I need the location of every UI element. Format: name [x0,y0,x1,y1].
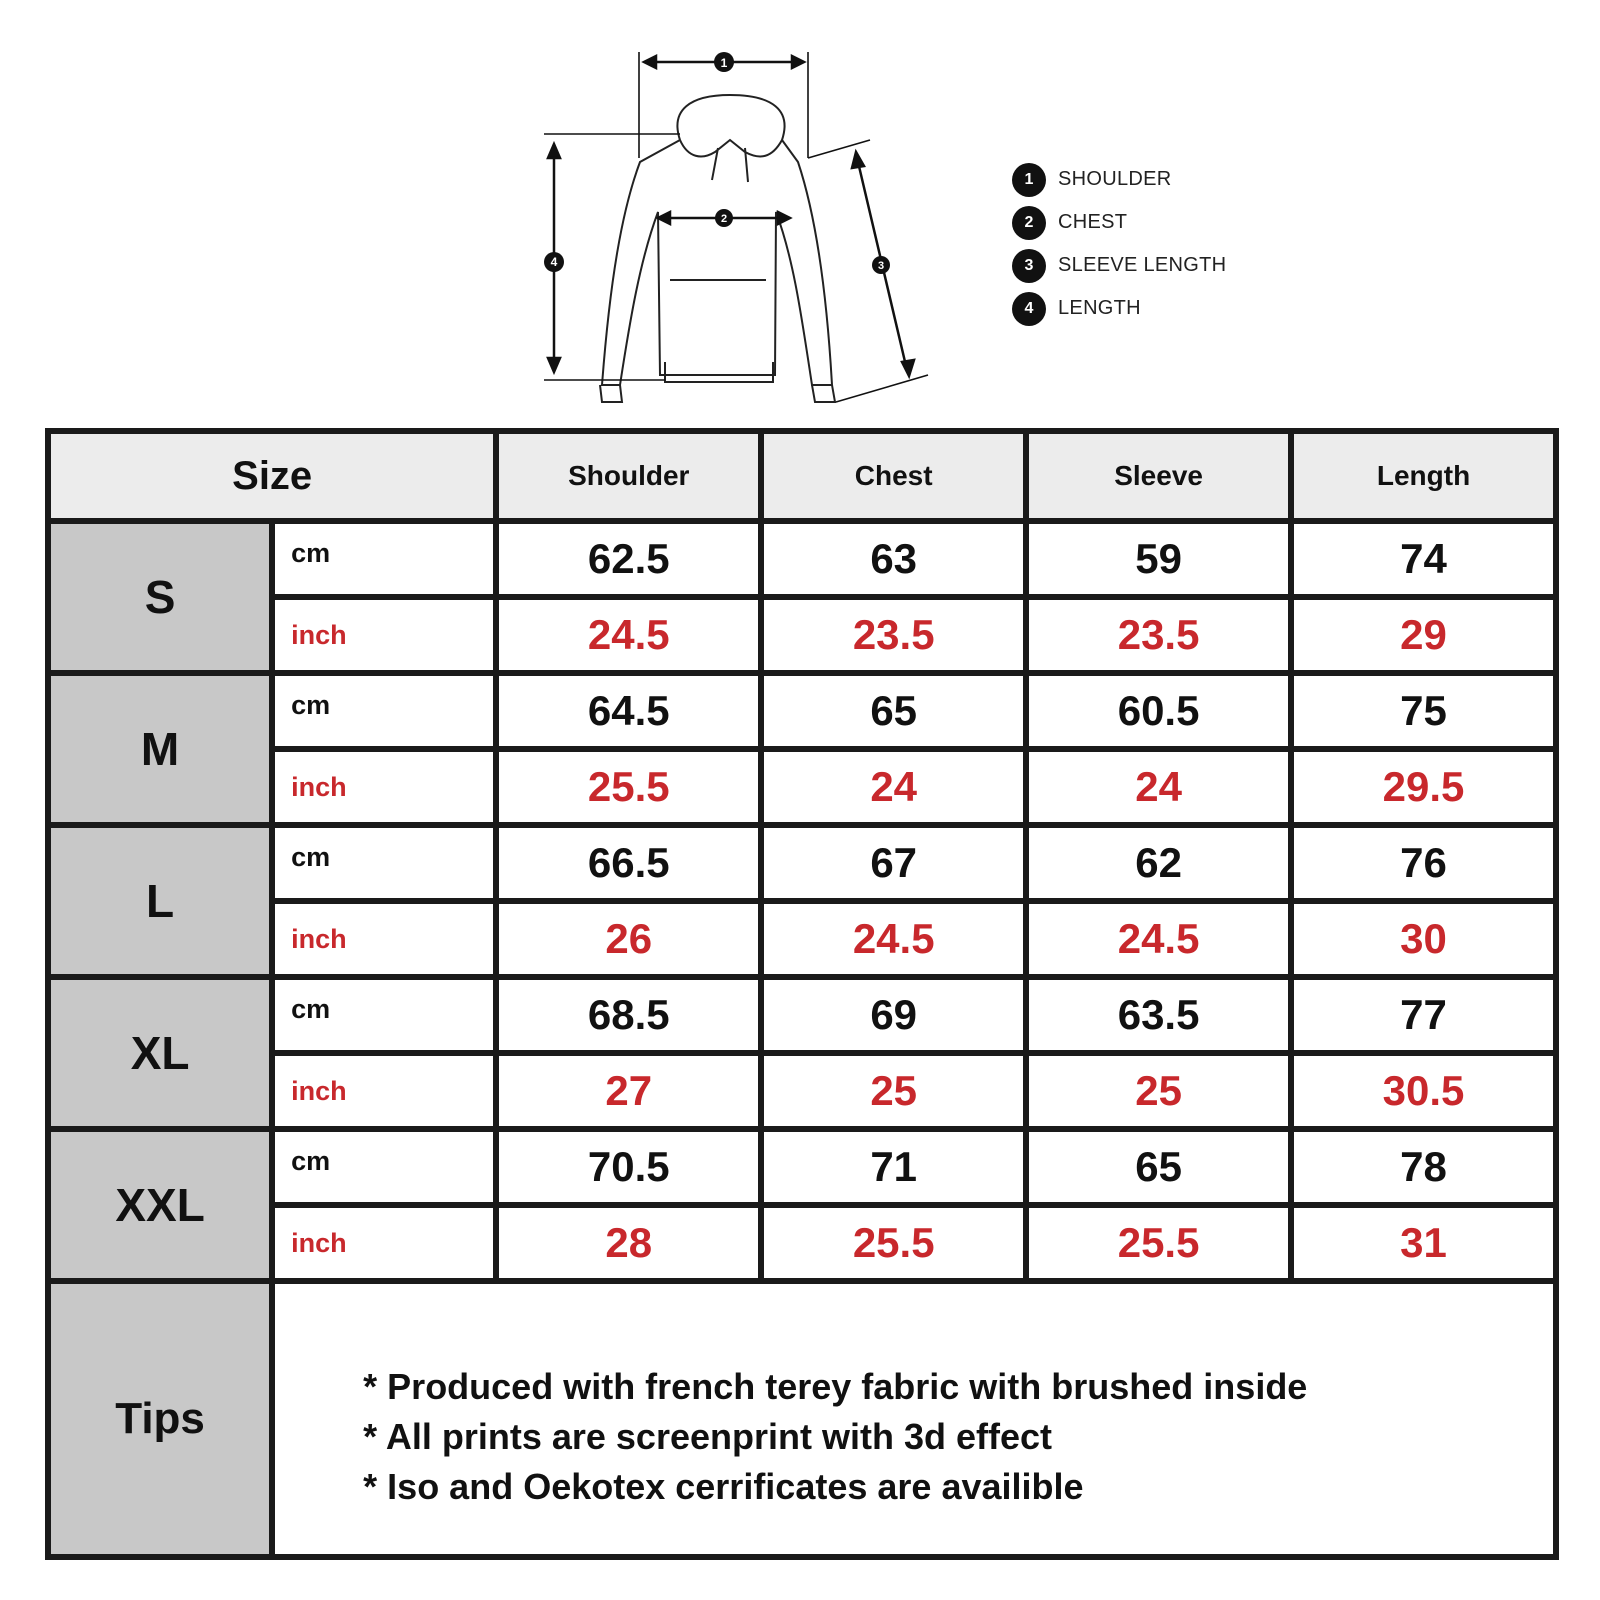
legend-label: SLEEVE LENGTH [1058,254,1227,276]
value-cm: 59 [1026,521,1291,597]
value-cm: 66.5 [496,825,761,901]
value-inch: 23.5 [1026,597,1291,673]
table-row [48,673,1556,749]
value-cm: 65 [761,673,1026,749]
unit-inch: inch [272,901,496,977]
value-cm: 62.5 [496,521,761,597]
legend-item-shoulder [1012,158,1226,201]
measurement-legend [1012,158,1226,330]
value-inch: 25 [761,1053,1026,1129]
value-inch: 24.5 [761,901,1026,977]
legend-item-sleeve-length [1012,244,1226,287]
header-chest: Chest [761,431,1026,521]
value-inch: 24 [761,749,1026,825]
unit-inch: inch [272,749,496,825]
unit-cm: cm [272,977,496,1053]
value-inch: 26 [496,901,761,977]
value-inch: 30 [1291,901,1556,977]
unit-cm: cm [272,521,496,597]
value-inch: 27 [496,1053,761,1129]
value-inch: 24 [1026,749,1291,825]
value-cm: 62 [1026,825,1291,901]
legend-number: 2 [1012,206,1046,240]
table-row [48,1205,1556,1281]
marker-2: 2 [720,213,728,225]
table-row [48,977,1556,1053]
legend-label: SHOULDER [1058,168,1172,190]
unit-cm: cm [272,673,496,749]
legend-label: LENGTH [1058,297,1141,319]
value-cm: 69 [761,977,1026,1053]
value-cm: 63 [761,521,1026,597]
value-inch: 25.5 [761,1205,1026,1281]
legend-item-chest [1012,201,1226,244]
legend-item-length [1012,287,1226,330]
legend-number: 1 [1012,163,1046,197]
value-inch: 28 [496,1205,761,1281]
value-cm: 76 [1291,825,1556,901]
size-label: XL [48,977,272,1129]
value-inch: 23.5 [761,597,1026,673]
tips-label: Tips [48,1281,272,1557]
header-shoulder: Shoulder [496,431,761,521]
size-label: XXL [48,1129,272,1281]
unit-inch: inch [272,1053,496,1129]
value-cm: 60.5 [1026,673,1291,749]
value-cm: 75 [1291,673,1556,749]
marker-3: 3 [877,260,885,272]
header-length: Length [1291,431,1556,521]
table-row [48,521,1556,597]
value-cm: 64.5 [496,673,761,749]
marker-1: 1 [720,56,728,70]
value-cm: 78 [1291,1129,1556,1205]
tip-line: * Iso and Oekotex cerrificates are availible [363,1466,1084,1507]
unit-inch: inch [272,1205,496,1281]
tip-line: * Produced with french terey fabric with brushed inside [363,1366,1308,1407]
table-row [48,825,1556,901]
header-sleeve: Sleeve [1026,431,1291,521]
legend-label: CHEST [1058,211,1128,233]
table-row [48,1053,1556,1129]
value-cm: 70.5 [496,1129,761,1205]
table-row [48,749,1556,825]
size-label: M [48,673,272,825]
value-cm: 74 [1291,521,1556,597]
marker-4: 4 [550,255,558,269]
hoodie-diagram [540,40,940,420]
table-row [48,1129,1556,1205]
size-label: L [48,825,272,977]
unit-cm: cm [272,825,496,901]
value-cm: 67 [761,825,1026,901]
table-row [48,597,1556,673]
value-inch: 29 [1291,597,1556,673]
legend-number: 3 [1012,249,1046,283]
value-inch: 25.5 [1026,1205,1291,1281]
tip-line: * All prints are screenprint with 3d effect [363,1416,1052,1457]
value-cm: 63.5 [1026,977,1291,1053]
legend-number: 4 [1012,292,1046,326]
value-inch: 29.5 [1291,749,1556,825]
value-inch: 24.5 [496,597,761,673]
value-cm: 77 [1291,977,1556,1053]
tips-row [48,1281,1556,1557]
value-inch: 31 [1291,1205,1556,1281]
value-inch: 25 [1026,1053,1291,1129]
unit-inch: inch [272,597,496,673]
value-inch: 30.5 [1291,1053,1556,1129]
table-row [48,901,1556,977]
header-size: Size [48,431,496,521]
value-cm: 68.5 [496,977,761,1053]
diagram-markers [544,52,890,274]
value-inch: 24.5 [1026,901,1291,977]
unit-cm: cm [272,1129,496,1205]
value-cm: 65 [1026,1129,1291,1205]
size-chart-table [45,428,1559,1560]
value-inch: 25.5 [496,749,761,825]
hoodie-illustration [540,40,940,420]
size-rows [48,521,1556,1557]
value-cm: 71 [761,1129,1026,1205]
size-label: S [48,521,272,673]
tips-content [272,1281,1556,1557]
